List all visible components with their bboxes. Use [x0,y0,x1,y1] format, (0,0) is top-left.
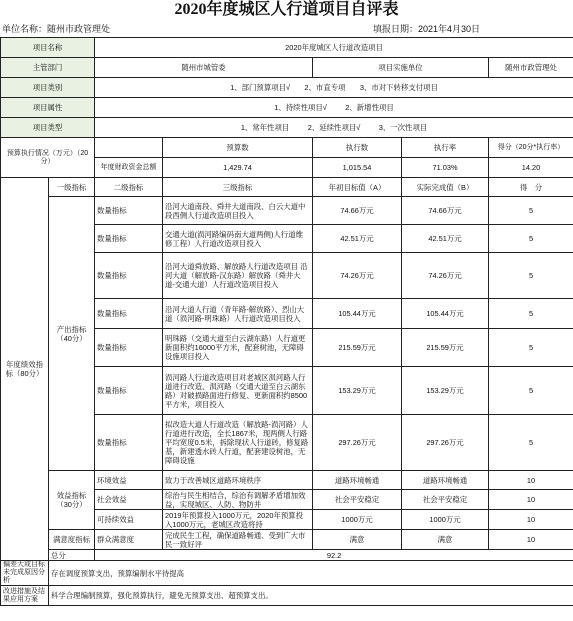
satisfaction-indicator-label: 满意度指标 [49,530,95,550]
effect-row-target: 1000万元 [313,510,402,530]
problems-label: 偏差大或目标未完成原因分析 [1,561,49,586]
dept-value: 随州市城管委 [95,58,313,78]
attr-label: 项目属性 [1,98,95,118]
evaluation-table [0,37,573,606]
output-row-target: 297.26万元 [313,415,402,471]
satisfaction-row-desc: 完成民生工程，确保道路畅通、受到广大市民一致好评 [163,530,313,550]
output-row-target: 74.26万元 [313,253,402,299]
effect-row-desc: 致力于改善城区道路环境秩序 [163,471,313,490]
output-row-desc: 涢河路人行道改造项目对老城区涢河路人行道进行改造、涢河路（交通大道至白云湖东路）对破损路面进行修复、更新面积约8500平方米，项目投入 [163,367,313,415]
execution-rate: 71.03% [402,158,489,178]
category-options [95,78,573,98]
type-opt-3: 3、一次性项目 [378,123,428,132]
output-indicator-label: 产出指标（40分） [49,197,95,471]
output-row-desc: 拟改造大道人行道改造（解放路-涢河路）人行道进行改造，全长1867米，现两侧人行路平均宽度0.5米，拆除现状人行道砖，修复路基，新建透水砖人行道，配套建设树池，无障碍设施 [163,415,313,471]
executed-amount: 1,015.54 [313,158,402,178]
effect-row-cat: 环境效益 [95,471,163,490]
project-name-value: 2020年度城区人行道改造项目 [95,38,573,58]
output-row-cat: 数量指标 [95,225,163,253]
total-score: 92.2 [95,550,573,561]
dept-label: 主管部门 [1,58,95,78]
effect-row-cat: 可持续效益 [95,510,163,530]
budget-amount: 1,429.74 [163,158,313,178]
type-opt-1: 1、常年性项目 [240,123,290,132]
unit-name: 单位名称：随州市政管理处 [2,24,111,34]
budget-label: 预算执行情况（万元）（20分） [1,138,95,178]
effect-indicator-label: 效益指标（30分） [49,471,95,530]
output-row-cat: 数量指标 [95,415,163,471]
effect-row-score: 10 [489,490,573,510]
output-row-score: 5 [489,253,573,299]
output-row-score: 5 [489,299,573,329]
attr-opt-2: 2、新增性项目 [345,103,394,112]
col-header-level1: 一级指标 [49,178,95,197]
problems-text: 存在调度预算支出，预算编制水平待提高 [49,561,573,586]
output-row-actual: 297.26万元 [402,415,489,471]
impl-label: 项目实施单位 [313,58,489,78]
col-header-level3: 三级指标 [163,178,313,197]
category-label: 项目类别 [1,78,95,98]
effect-row-target: 社会平安稳定 [313,490,402,510]
effect-row-actual: 道路环境畅通 [402,471,489,490]
budget-header-score: 得分（20分*执行率） [489,138,573,158]
satisfaction-row-actual: 满意 [402,530,489,550]
output-row-cat: 数量指标 [95,367,163,415]
output-row-actual: 42.51万元 [402,225,489,253]
type-options [95,118,573,138]
page-title: 2020年度城区人行道项目自评表 [174,1,399,18]
effect-row-target: 道路环境畅通 [313,471,402,490]
output-row-cat: 数量指标 [95,329,163,367]
output-row-actual: 153.29万元 [402,367,489,415]
impl-value: 随州市政管理处 [489,58,573,78]
measures-label: 改进措施及结果应用方案 [1,586,49,606]
fill-date: 填报日期：2021年4月30日 [373,24,481,34]
output-row-cat: 数量指标 [95,197,163,225]
output-row-target: 215.59万元 [313,329,402,367]
output-row-target: 42.51万元 [313,225,402,253]
attr-options [95,98,573,118]
category-opt-1: 1、部门预算项目√ [230,83,291,92]
output-row-target: 153.29万元 [313,367,402,415]
output-row-score: 5 [489,367,573,415]
budget-header-budget: 预算数 [163,138,313,158]
budget-header-executed: 执行数 [313,138,402,158]
effect-row-score: 10 [489,510,573,530]
satisfaction-row-target: 满意 [313,530,402,550]
output-row-score: 5 [489,225,573,253]
output-row-actual: 105.44万元 [402,299,489,329]
output-row-desc: 明珠路（交通大道至白云湖东路）人行道更新面积约16000平方米，配套树池，无障碍设施项目投入 [163,329,313,367]
effect-row-desc: 2019年预算投入1000万元，2020年预算投入1000万元，老城区改造将持 [163,510,313,530]
output-row-cat: 数量指标 [95,253,163,299]
satisfaction-row-cat: 群众满意度 [95,530,163,550]
type-label: 项目类型 [1,118,95,138]
output-row-actual: 215.59万元 [402,329,489,367]
output-row-score: 5 [489,415,573,471]
measures-text: 科学合理编制预算，强化预算执行，避免无预算支出、超预算支出。 [49,586,573,606]
output-row-desc: 沿河大道舜放路、解放路人行道改造项目 沿河大道（解放路-汉东路）解放路（舜井大道-交通大道）人行道改造项目投入 [163,253,313,299]
category-opt-2: 2、市直专项 [304,83,346,92]
output-row-desc: 沿河大道南段、舜井大道南段、白云大道中段西侧人行道改造项目投入 [163,197,313,225]
effect-row-cat: 社会效益 [95,490,163,510]
output-row-score: 5 [489,329,573,367]
project-name-label: 项目名称 [1,38,95,58]
budget-header-rate: 执行率 [402,138,489,158]
output-row-score: 5 [489,197,573,225]
satisfaction-row-score: 10 [489,530,573,550]
output-row-actual: 74.66万元 [402,197,489,225]
output-row-desc: 沿河大道人行道（青年路-解放路）、烈山大道（涢河路-明珠路）人行道改造项目投入 [163,299,313,329]
output-row-cat: 数量指标 [95,299,163,329]
output-row-desc: 交通大道(涢河路编码南大道两侧)人行道维修工程）人行道改造项目投入 [163,225,313,253]
budget-header-blank [95,138,163,158]
type-opt-2: 2、延续性项目√ [307,123,361,132]
col-header-target: 年初目标值（A） [313,178,402,197]
total-label: 总分 [49,550,95,561]
budget-score: 14.20 [489,158,573,178]
effect-row-actual: 1000万元 [402,510,489,530]
col-header-level2: 二级指标 [95,178,163,197]
effect-row-actual: 社会平安稳定 [402,490,489,510]
col-header-score: 得 分 [489,178,573,197]
col-header-actual: 实际完成值（B） [402,178,489,197]
effect-row-desc: 综治与民生相结合，综治有调解矛盾增加效益，实现城区、人防、物防并 [163,490,313,510]
output-row-target: 105.44万元 [313,299,402,329]
category-opt-3: 3、市对下转移支付项目 [359,83,438,92]
year-performance-label: 年度绩效指标（80分） [1,178,49,561]
output-row-actual: 74.26万元 [402,253,489,299]
budget-row-label: 年度财政资金总额 [95,158,163,178]
effect-row-score: 10 [489,471,573,490]
attr-opt-1: 1、持续性项目√ [274,103,327,112]
output-row-target: 74.66万元 [313,197,402,225]
